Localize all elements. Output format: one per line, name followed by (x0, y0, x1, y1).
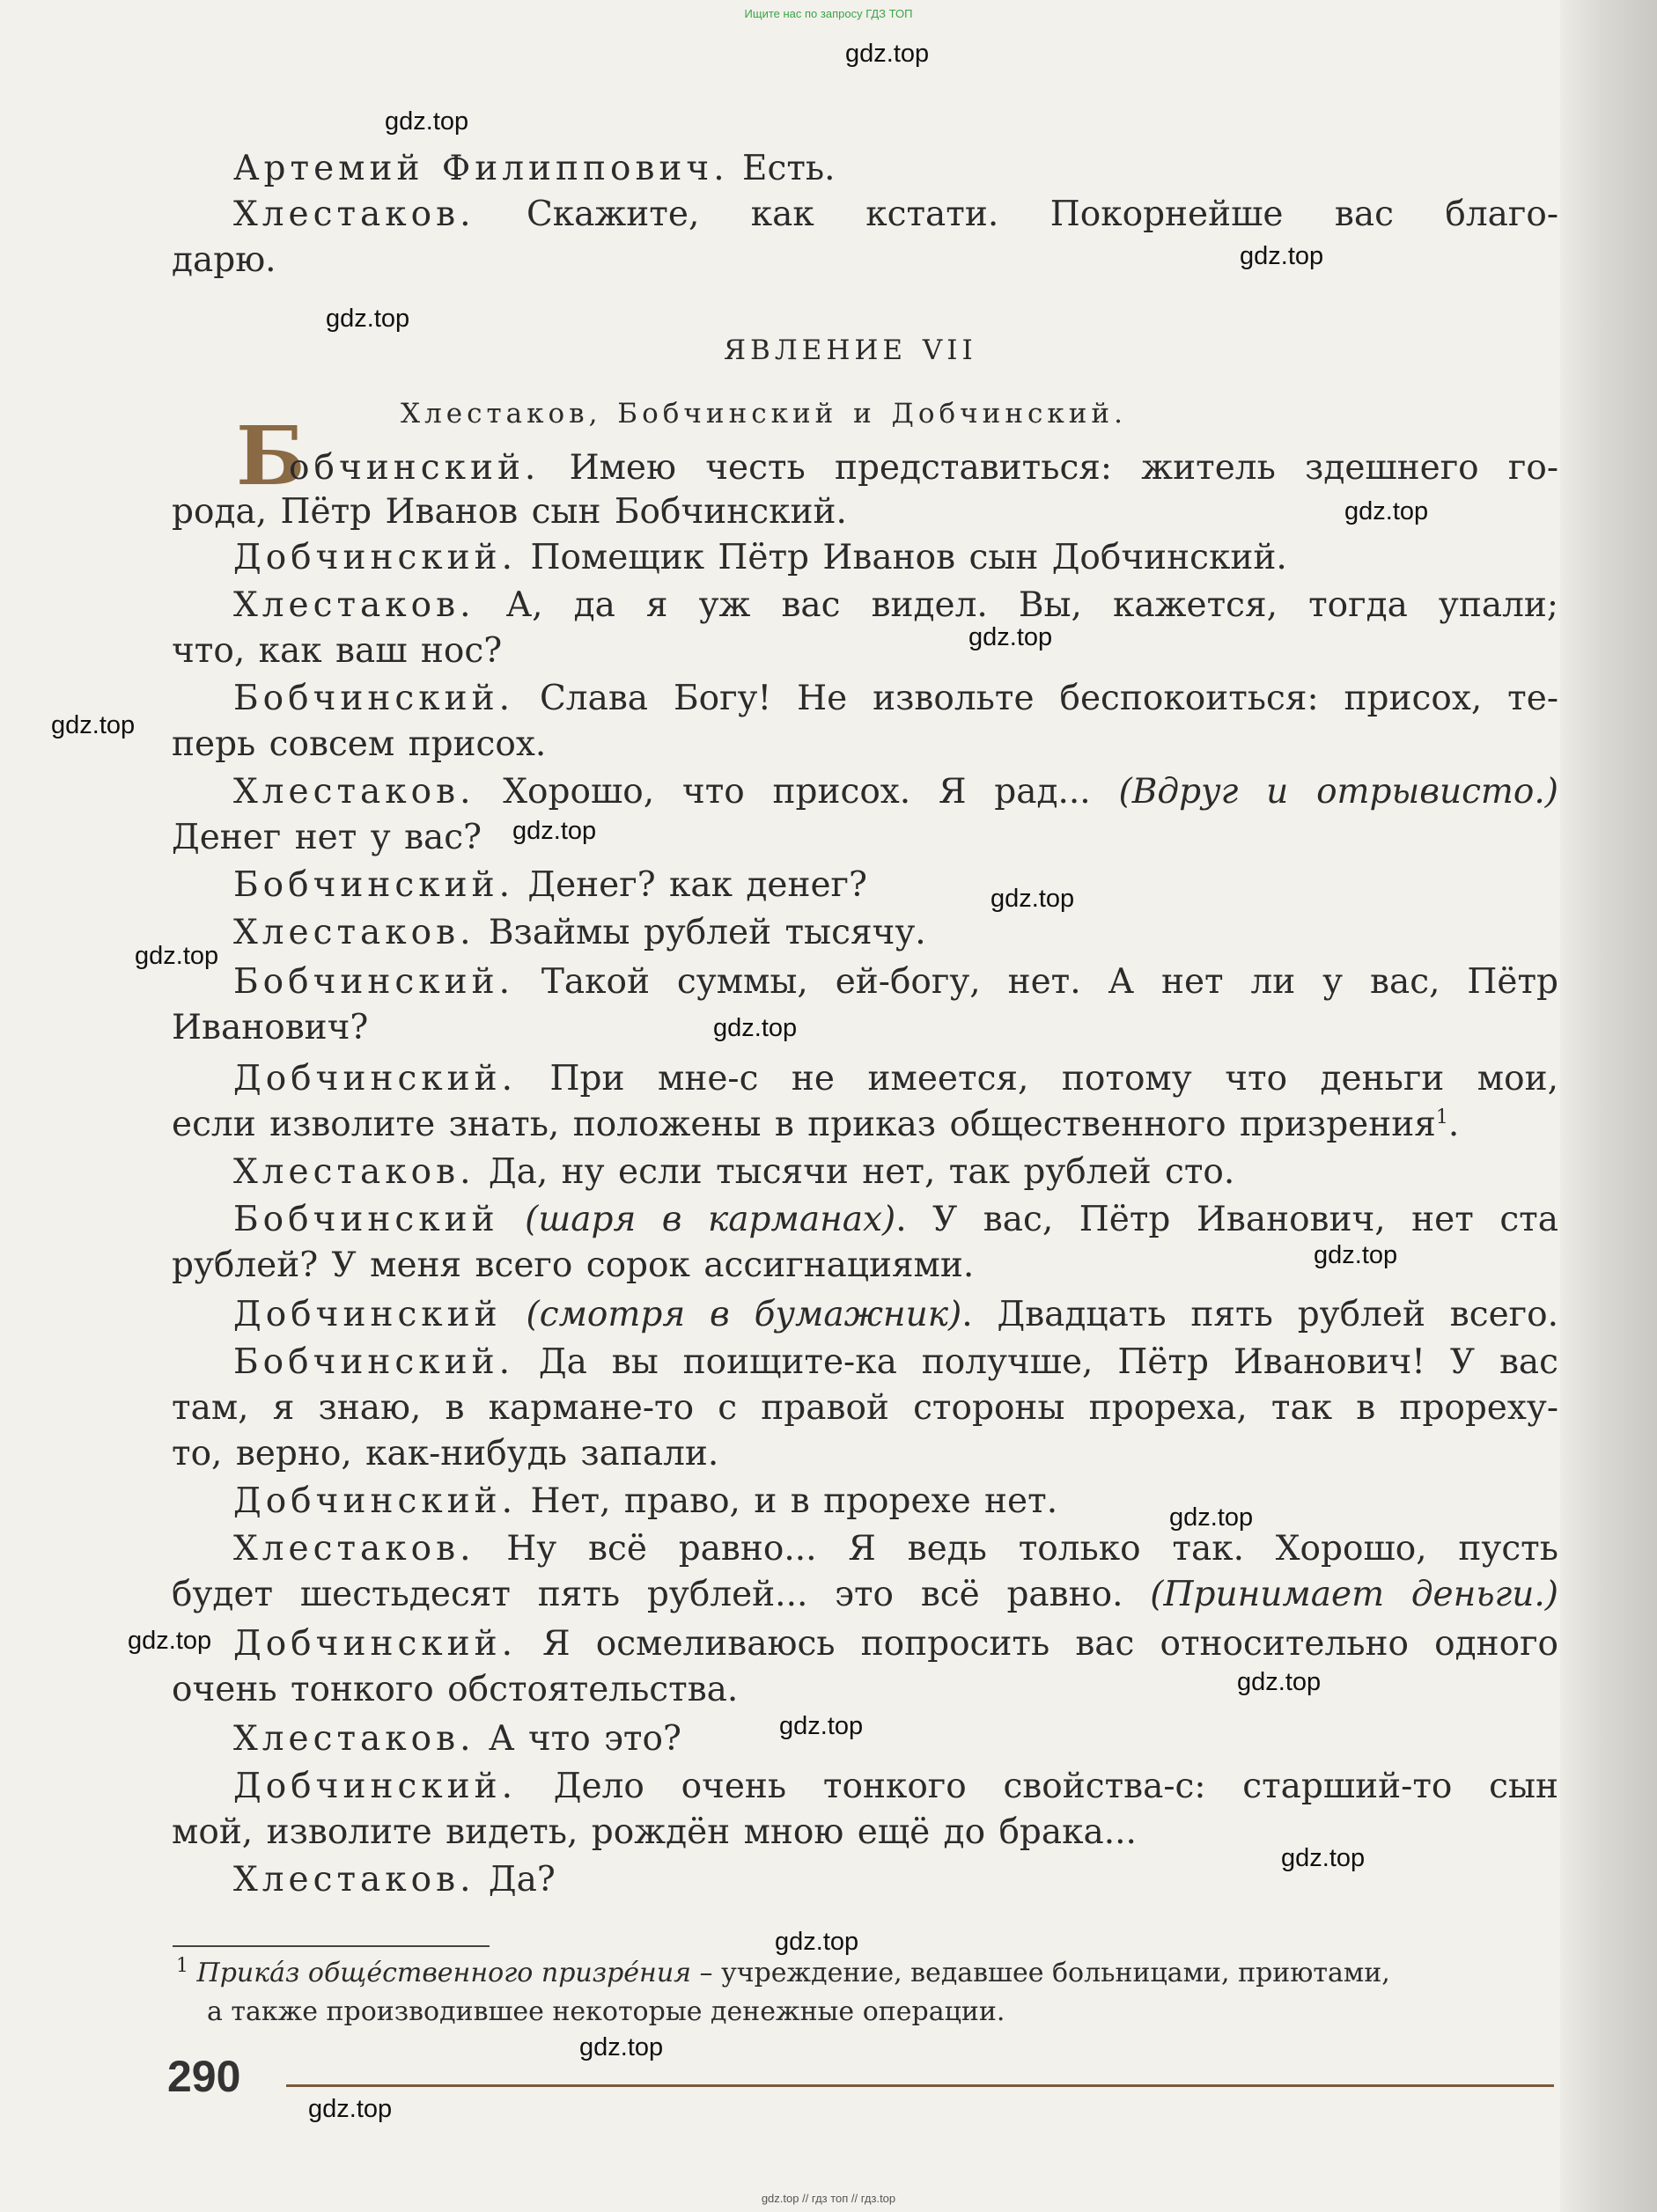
text-line: Иванович? (172, 1008, 369, 1047)
footnote-term: Прика́з обще́ственного призре́ния (196, 1958, 692, 1988)
text-line: Хлестаков. А, да я уж вас видел. Вы, кажется, тогда упали; (233, 585, 1558, 625)
text-line: Хлестаков. Да? (233, 1860, 556, 1900)
text-line: Добчинский. Дело очень тонкого свойства-с: старший-то сын (233, 1767, 1558, 1806)
watermark: gdz.top (512, 817, 597, 845)
text-line: Хлестаков. Ну всё равно... Я ведь только так. Хорошо, пусть (233, 1529, 1558, 1569)
watermark: gdz.top (1169, 1503, 1254, 1532)
watermark: gdz.top (991, 885, 1075, 913)
text-line: что, как ваш нос? (172, 631, 503, 671)
text-line: Бобчинский (шаря в карманах). У вас, Пётр Иванович, нет ста (233, 1200, 1558, 1239)
text-line: Добчинский (смотря в бумажник). Двадцать пять рублей всего. (233, 1295, 1558, 1334)
text-line: Добчинский. При мне-с не имеется, потому что деньги мои, (233, 1059, 1558, 1099)
page-number: 290 (167, 2052, 241, 2101)
text-line: Добчинский. Нет, право, и в прорехе нет. (233, 1481, 1058, 1521)
watermark: gdz.top (1344, 497, 1429, 525)
watermark: gdz.top (775, 1928, 859, 1956)
watermark: gdz.top (128, 1627, 212, 1655)
text-line: очень тонкого обстоятельства. (172, 1670, 739, 1709)
watermark: gdz.top (579, 2033, 664, 2061)
watermark: gdz.top (845, 40, 930, 68)
text-line: Бобчинский. Да вы поищите-ка получше, Пётр Иванович! У вас (233, 1342, 1558, 1382)
footnote-marker: 1 (176, 1955, 188, 1977)
footnote-continuation: а также производившее некоторые денежные операции. (207, 1996, 1005, 2027)
text-line: рублей? У меня всего сорок ассигнациями. (172, 1246, 975, 1285)
footnote (176, 1956, 1390, 1991)
text-line: Денег нет у вас? (172, 818, 482, 857)
watermark: gdz.top (308, 2095, 393, 2123)
text-line: Бобчинский. Денег? как денег? (233, 865, 867, 905)
text-line: Бобчинский. Такой суммы, ей-богу, нет. А нет ли у вас, Пётр (233, 962, 1558, 1002)
watermark: gdz.top (1240, 242, 1324, 270)
text-line: Добчинский. Я осмеливаюсь попросить вас относительно одного (233, 1624, 1558, 1664)
text-line: дарю. (172, 240, 276, 280)
text-line: если изволите знать, положены в приказ общественного призрения$^1$. (172, 1105, 1460, 1144)
watermark: gdz.top (326, 305, 410, 333)
text-line: Хлестаков. Скажите, как кстати. Покорнейше вас благо- (233, 195, 1558, 234)
text-line: рода, Пётр Иванов сын Бобчинский. (172, 492, 847, 532)
text-line: будет шестьдесят пять рублей... это всё равно. (Принимает деньги.) (172, 1575, 1558, 1614)
watermark: gdz.top (1314, 1241, 1398, 1269)
text-line: Артемий Филиппович. Есть. (233, 149, 836, 188)
text-line: мой, изволите видеть, рождён мною ещё до брака... (172, 1812, 1137, 1852)
text-line: там, я знаю, в кармане-то с правой стороны прореха, так в прореху- (172, 1388, 1558, 1428)
watermark: gdz.top (51, 711, 136, 739)
watermark: gdz.top (713, 1014, 798, 1042)
text-line: Хлестаков. Хорошо, что присох. Я рад... (Вдруг и отрывисто.) (233, 772, 1559, 812)
watermark: gdz.top (1281, 1844, 1366, 1872)
text-line: Хлестаков. Взаймы рублей тысячу. (233, 913, 926, 952)
watermark: gdz.top (1237, 1668, 1322, 1696)
bottom-banner: gdz.top // гдз топ // гдз.top (761, 2192, 896, 2205)
top-banner: Ищите нас по запросу ГДЗ ТОП (744, 7, 913, 20)
bottom-rule (286, 2084, 1554, 2087)
watermark: gdz.top (968, 623, 1053, 651)
text-line: Бобчинский. Слава Богу! Не извольте беспокоиться: присох, те- (233, 679, 1558, 718)
drop-cap: Б (236, 408, 306, 503)
text-line: Хлестаков. Да, ну если тысячи нет, так рублей сто. (233, 1152, 1235, 1192)
scene-heading: ЯВЛЕНИЕ VII (724, 334, 977, 366)
text-line: Добчинский. Помещик Пётр Иванов сын Добчинский. (233, 538, 1287, 577)
page-edge-shadow (1560, 0, 1657, 2212)
scene-characters: Хлестаков, Бобчинский и Добчинский. (401, 398, 1127, 430)
footnote-text: – учреждение, ведавшее больницами, приютами, (691, 1958, 1390, 1988)
text-line: перь совсем присох. (172, 724, 547, 764)
text-line: то, верно, как-нибудь запали. (172, 1434, 719, 1473)
watermark: gdz.top (385, 107, 469, 136)
text-line: Хлестаков. А что это? (233, 1719, 681, 1759)
text-line: обчинский. Имею честь представиться: житель здешнего го- (289, 448, 1558, 488)
watermark: gdz.top (135, 942, 219, 970)
footnote-rule (173, 1945, 490, 1947)
watermark: gdz.top (779, 1712, 864, 1740)
